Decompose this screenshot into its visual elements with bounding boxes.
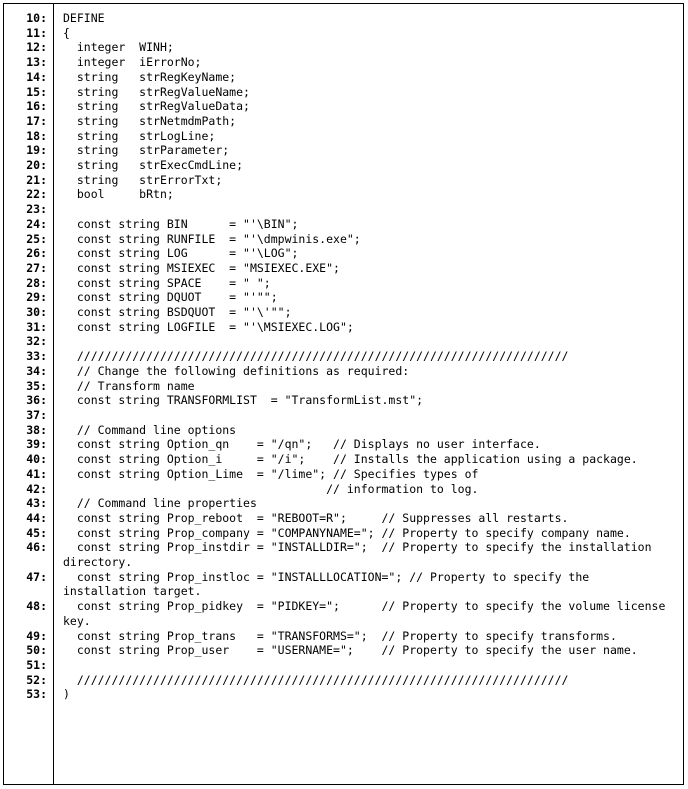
code-text: const string LOG = "'\LOG"; [63,246,299,261]
code-text [63,202,671,217]
code-text: { [63,25,70,40]
code-line [3,673,683,688]
code-text: // Change the following definitions as required: [63,363,410,378]
code-text: const string SPACE = " "; [63,275,271,290]
line-number: 23: [26,202,47,217]
code-text: // Command line properties [63,496,257,511]
code-text: string strParameter; [63,143,230,158]
code-line [3,643,683,658]
line-number: 28: [26,275,47,290]
code-text: const string DQUOT = "'""; [63,290,278,305]
code-line [3,276,683,291]
line-number: 52: [26,672,47,687]
code-line [3,173,683,188]
code-line [3,687,683,702]
line-number: 16: [26,99,47,114]
code-line [3,114,683,129]
code-line [3,423,683,438]
code-line [3,379,683,394]
code-line [3,570,683,599]
code-line [3,658,683,673]
code-text: const string Prop_company = "COMPANYNAME="; // Property to specify company name. [63,525,631,540]
line-number: 43: [26,496,47,511]
code-line [3,85,683,100]
code-text: integer WINH; [63,40,174,55]
code-text: // Command line options [63,422,237,437]
code-line [3,261,683,276]
code-line [3,320,683,335]
code-text: const string Prop_pidkey = "PIDKEY="; // Property to specify the volume license key. [63,599,673,628]
code-text: const string Prop_user = "USERNAME="; // Property to specify the user name. [63,643,638,658]
line-number: 41: [26,466,47,481]
code-text: integer iErrorNo; [63,55,202,70]
line-number: 30: [26,305,47,320]
code-text: const string Prop_instdir = "INSTALLDIR="; // Property to specify the installation directory. [63,540,659,570]
line-number: 18: [26,128,47,143]
line-number: 51: [26,657,47,672]
code-line [3,437,683,452]
line-number: 47: [26,569,47,584]
code-text: // Transform name [63,378,195,393]
code-line [3,452,683,467]
code-line [3,526,683,541]
code-text: const string Option_i = "/i"; // Installs the application using a package. [63,452,638,467]
code-text [63,334,671,349]
line-number: 32: [26,334,47,349]
code-line [3,334,683,349]
code-text: const string TRANSFORMLIST = "TransformList.mst"; [63,393,424,408]
code-line [3,482,683,497]
code-line [3,349,683,364]
code-text: string strExecCmdLine; [63,158,244,173]
code-line [3,540,683,569]
code-line [3,99,683,114]
code-text [63,408,671,423]
code-text: string strRegKeyName; [63,69,237,84]
line-number: 36: [26,393,47,408]
line-number: 33: [26,349,47,364]
code-line [3,158,683,173]
code-line [3,55,683,70]
line-number: 25: [26,231,47,246]
code-line [3,393,683,408]
line-number: 24: [26,216,47,231]
code-text: string strRegValueName; [63,84,250,99]
line-number: 37: [26,407,47,422]
code-text: const string Option_Lime = "/lime"; // Specifies types of [63,466,479,481]
code-line [3,496,683,511]
line-number: 12: [26,40,47,55]
code-text: DEFINE [63,11,105,25]
line-number: 29: [26,290,47,305]
line-number: 13: [26,55,47,70]
code-line [3,129,683,144]
code-line [3,246,683,261]
code-line [3,11,683,26]
code-text: const string LOGFILE = "'\MSIEXEC.LOG"; [63,319,354,334]
line-number: 27: [26,260,47,275]
code-line [3,70,683,85]
code-line [3,305,683,320]
code-text: string strLogLine; [63,128,216,143]
line-number: 22: [26,187,47,202]
code-text: bool bRtn; [63,187,174,202]
code-text: string strNetmdmPath; [63,113,237,128]
line-number: 15: [26,84,47,99]
line-number: 21: [26,172,47,187]
code-line [3,232,683,247]
code-text [63,658,671,673]
code-line [3,26,683,41]
line-number: 14: [26,69,47,84]
code-text: ) [63,687,70,702]
code-text: const string BIN = "'\BIN"; [63,216,299,231]
code-text: const string Prop_trans = "TRANSFORMS="; // Property to specify transforms. [63,628,617,643]
line-number: 26: [26,246,47,261]
code-line [3,364,683,379]
code-listing [3,11,683,702]
line-number: 39: [26,437,47,452]
line-number: 44: [26,510,47,525]
line-number: 40: [26,452,47,467]
code-text: const string BSDQUOT = "'\'""; [63,305,292,320]
code-text: /////////////////////////////////////////////////////////////////////// [63,672,569,687]
line-number: 11: [26,25,47,40]
code-line [3,599,683,628]
code-text: const string Prop_instloc = "INSTALLLOCATION="; // Property to specify the installation target. [63,569,597,599]
code-text: const string RUNFILE = "'\dmpwinis.exe"; [63,231,361,246]
code-text: // information to log. [63,481,479,496]
code-line [3,40,683,55]
code-text: /////////////////////////////////////////////////////////////////////// [63,349,569,364]
code-line [3,629,683,644]
line-number: 42: [26,481,47,496]
code-line [3,217,683,232]
line-number: 34: [26,363,47,378]
line-number: 48: [26,599,47,614]
code-line [3,202,683,217]
line-number: 49: [26,628,47,643]
line-number: 46: [26,540,47,555]
code-text: const string Option_qn = "/qn"; // Displays no user interface. [63,437,541,452]
line-number: 50: [26,643,47,658]
code-line [3,511,683,526]
code-text: const string MSIEXEC = "MSIEXEC.EXE"; [63,260,340,275]
code-line [3,290,683,305]
line-number: 53: [26,687,47,702]
line-number: 35: [26,378,47,393]
code-line [3,143,683,158]
line-number: 19: [26,143,47,158]
line-number: 17: [26,113,47,128]
code-line [3,187,683,202]
code-line [3,467,683,482]
line-number: 10: [26,11,47,25]
code-text: string strErrorTxt; [63,172,223,187]
line-number: 31: [26,319,47,334]
code-text: const string Prop_reboot = "REBOOT=R"; // Suppresses all restarts. [63,510,569,525]
code-line [3,408,683,423]
line-number: 38: [26,422,47,437]
line-number: 20: [26,158,47,173]
code-text: string strRegValueData; [63,99,250,114]
line-number: 45: [26,525,47,540]
